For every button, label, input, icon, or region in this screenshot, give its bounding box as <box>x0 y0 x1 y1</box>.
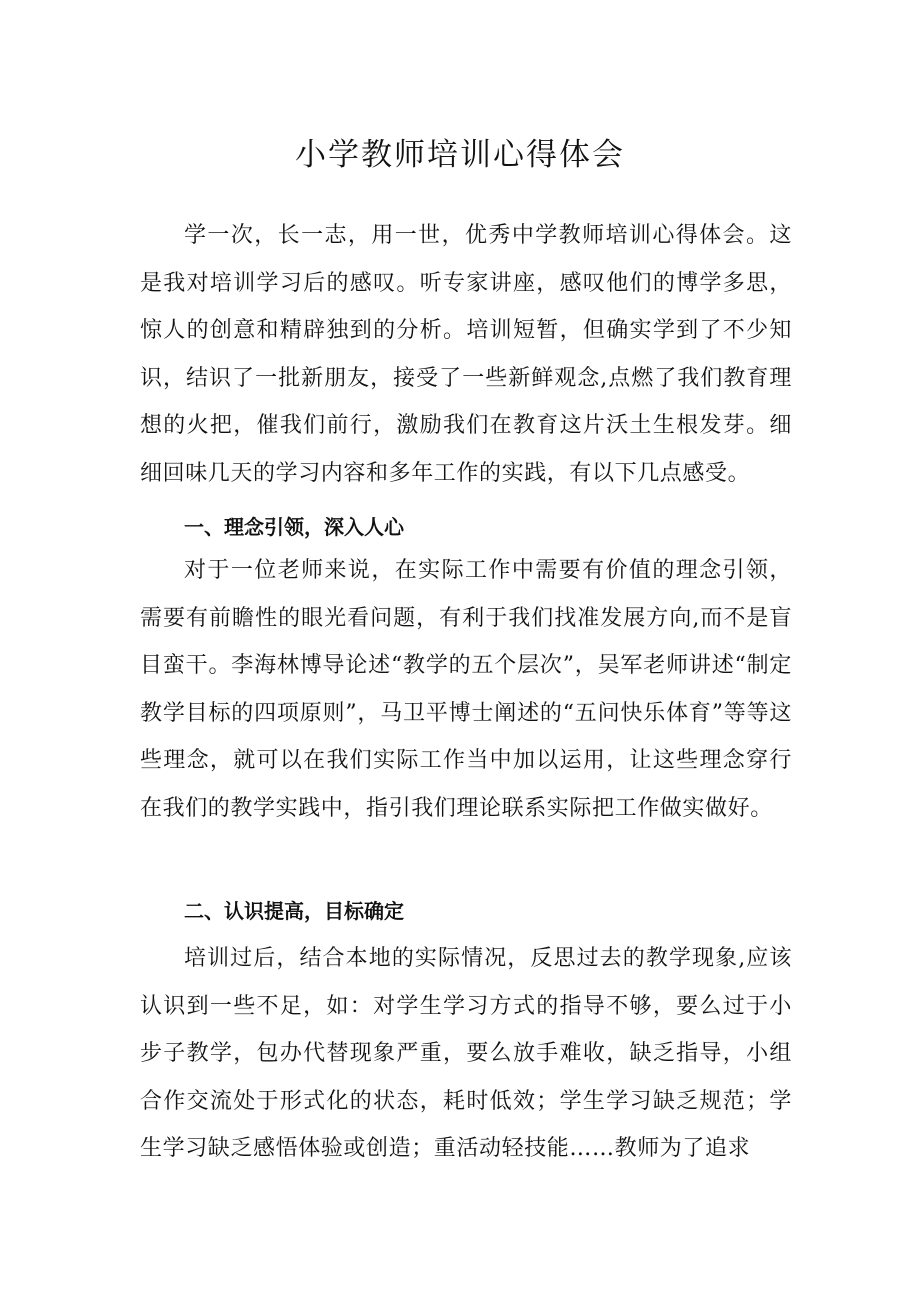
section-1-paragraph: 对于一位老师来说，在实际工作中需要有价值的理念引领，需要有前瞻性的眼光看问题，有利于我们找准发展方向,而不是盲目蛮干。李海林博导论述“教学的五个层次”，吴军老师讲述“制定教学目标的四项原则”，马卫平博士阐述的“五问快乐体育”等等这些理念，就可以在我们实际工作当中加以运用，让这些理念穿行在我们的教学实践中，指引我们理论联系实际把工作做实做好。 <box>140 558 792 821</box>
section-heading-1: 一、理念引领，深入人心 <box>184 515 404 539</box>
section-2-paragraph: 培训过后，结合本地的实际情况，反思过去的教学现象,应该认识到一些不足，如：对学生学习方式的指导不够，要么过于小步子教学，包办代替现象严重，要么放手难收，缺乏指导，小组合作交流处于形式化的状态，耗时低效；学生学习缺乏规范；学生学习缺乏感悟体验或创造；重活动轻技能……教师为了追求 <box>140 946 792 1161</box>
section-heading-2: 二、认识提高，目标确定 <box>184 899 404 923</box>
intro-paragraph: 学一次，长一志，用一世，优秀中学教师培训心得体会。这是我对培训学习后的感叹。听专家讲座，感叹他们的博学多思，惊人的创意和精辟独到的分析。培训短暂，但确实学到了不少知识，结识了一批新朋友，接受了一些新鲜观念,点燃了我们教育理想的火把，催我们前行，激励我们在教育这片沃土生根发芽。细细回味几天的学习内容和多年工作的实践，有以下几点感受。 <box>140 223 792 486</box>
document-title: 小学教师培训心得体会 <box>295 137 625 173</box>
